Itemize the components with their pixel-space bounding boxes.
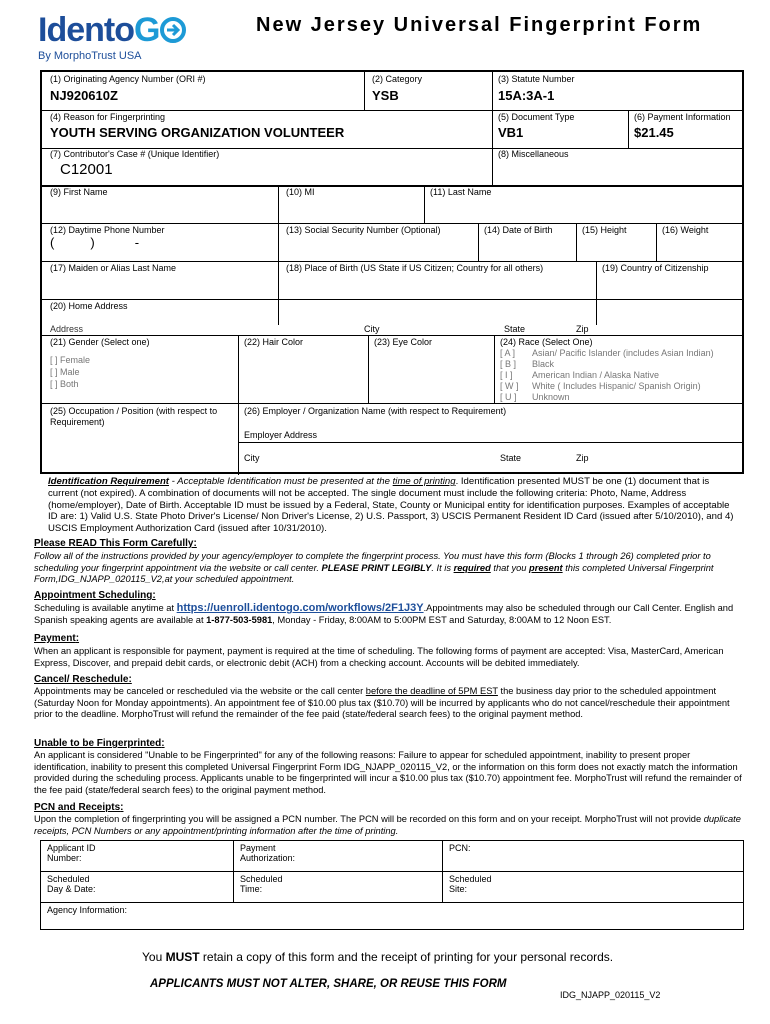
reason-value[interactable]: YOUTH SERVING ORGANIZATION VOLUNTEER <box>50 125 345 140</box>
reason-label: (4) Reason for Fingerprinting <box>50 112 166 122</box>
citizenship-label: (19) Country of Citizenship <box>602 263 709 273</box>
employer-label: (26) Employer / Organization Name (with respect to Requirement) <box>244 406 507 416</box>
occupation-label: (25) Occupation / Position (with respect to Requirement) <box>50 406 218 427</box>
pcn-heading: PCN and Receipts: <box>34 802 124 813</box>
race-label: (24) Race (Select One) <box>500 337 593 347</box>
scheduled-time-cell[interactable]: Scheduled Time: <box>234 872 443 903</box>
form-title: New Jersey Universal Fingerprint Form <box>256 14 703 36</box>
payment-heading: Payment: <box>34 633 80 644</box>
office-use-table <box>40 840 744 930</box>
retain-notice: You MUST retain a copy of this form and the receipt of printing for your personal records. <box>142 950 614 964</box>
call-center-phone: 1-877-503-5981 <box>206 614 273 625</box>
payment-label: (6) Payment Information <box>634 112 731 122</box>
race-name-asian: Asian/ Pacific Islander (includes Asian Indian) <box>532 348 714 358</box>
scheduled-site-cell[interactable]: Scheduled Site: <box>443 872 744 903</box>
statute-value[interactable]: 15A:3A-1 <box>498 88 555 103</box>
doctype-value[interactable]: VB1 <box>498 125 524 140</box>
gender-female-checkbox[interactable]: [ ] Female <box>50 355 91 365</box>
cancel-text: Appointments may be canceled or rescheduled via the website or the call center before the deadline of 5PM EST the business day prior to the scheduled appointment (Saturday Noon for Monday appointments). An appointment fee of $10.00 plus tax ($10.70) will be incurred by applicants who do not cancel/reschedule their appointment prior to the deadline. MorphoTrust will refund the remainder of the fee paid (state/federal search fees) to the original payment method. <box>34 686 730 719</box>
ori-value[interactable]: NJ920610Z <box>50 88 118 103</box>
identogo-logo <box>38 12 218 70</box>
gender-label: (21) Gender (Select one) <box>50 337 150 347</box>
category-value[interactable]: YSB <box>372 88 399 103</box>
gender-both-checkbox[interactable]: [ ] Both <box>50 379 79 389</box>
case-value[interactable]: C12001 <box>60 161 113 178</box>
phone-input[interactable]: ( ) - <box>50 235 140 250</box>
scheduling-link[interactable]: https://uenroll.identogo.com/workflows/2F1J3Y <box>176 602 424 614</box>
employer-address-sublabel: Employer Address <box>244 430 318 440</box>
last-name-label: (11) Last Name <box>430 187 492 197</box>
race-name-native: American Indian / Alaska Native <box>532 370 660 380</box>
height-label: (15) Height <box>582 225 627 235</box>
doctype-label: (5) Document Type <box>498 112 575 122</box>
race-name-white: White ( Includes Hispanic/ Spanish Origin) <box>532 381 701 391</box>
city-sublabel: City <box>364 324 380 334</box>
pob-label: (18) Place of Birth (US State if US Citizen; Country for all others) <box>286 263 544 273</box>
cancel-heading: Cancel/ Reschedule: <box>34 674 132 685</box>
misc-label: (8) Miscellaneous <box>498 149 569 159</box>
unable-heading: Unable to be Fingerprinted: <box>34 738 165 749</box>
unable-text: An applicant is considered "Unable to be Fingerprinted" for any of the following reasons: Failure to appear for scheduled appointment, inability to present proper identification, inability to present this completed Universal Fingerprint Form IDG_NJAPP_020115_V2, or the information on this form does not exactly match the information provided during the scheduling process. Applicants unable to be fingerprinted will incur a $10.00 plus tax ($10.70) appointment fee. MorphoTrust will refund the remainder of the fee paid (state/federal search fees) to the original payment method. <box>34 750 742 795</box>
sched-heading: Appointment Scheduling: <box>34 590 156 601</box>
read-heading: Please READ This Form Carefully: <box>34 538 197 549</box>
ssn-label: (13) Social Security Number (Optional) <box>286 225 441 235</box>
read-text: Follow all of the instructions provided by your agency/employer to complete the fingerprint process. You must have this form (Blocks 1 through 26) completed prior to scheduling your fingerprint appointment via the website or call center. PLEASE PRINT LEGIBLY. It is required that you present this completed Universal Fingerprint Form,IDG_NJAPP_020115_V2,at your scheduled appointment. <box>34 551 714 584</box>
statute-label: (3) Statute Number <box>498 74 575 84</box>
sched-text: Scheduling is available anytime at https://uenroll.identogo.com/workflows/2F1J3Y.Appointments may also be scheduled through our Call Center. English and Spanish speaking agents are available at 1-877-503-5981, Monday - Friday, 8:00AM to 5:00PM EST and Saturday, 8:00AM to 12 Noon EST. <box>34 602 734 625</box>
emp-state-sublabel: State <box>500 453 522 463</box>
maiden-label: (17) Maiden or Alias Last Name <box>50 263 177 273</box>
zip-sublabel: Zip <box>576 324 589 334</box>
fingerprint-form <box>40 70 744 474</box>
race-code-a[interactable]: [ A ] <box>500 348 516 358</box>
first-name-label: (9) First Name <box>50 187 108 197</box>
warning-notice: APPLICANTS MUST NOT ALTER, SHARE, OR REUSE THIS FORM <box>150 978 507 990</box>
payment-auth-cell[interactable]: Payment Authorization: <box>234 841 443 872</box>
form-id: IDG_NJAPP_020115_V2 <box>560 990 661 1000</box>
agency-info-cell[interactable]: Agency Information: <box>41 903 744 930</box>
eye-label: (23) Eye Color <box>374 337 433 347</box>
payment-value[interactable]: $21.45 <box>634 125 674 140</box>
mi-label: (10) MI <box>286 187 315 197</box>
gender-male-checkbox[interactable]: [ ] Male <box>50 367 80 377</box>
home-address-label: (20) Home Address <box>50 301 128 311</box>
hair-label: (22) Hair Color <box>244 337 304 347</box>
scheduled-date-cell[interactable]: Scheduled Day & Date: <box>41 872 234 903</box>
ori-label: (1) Originating Agency Number (ORI #) <box>50 74 206 84</box>
logo-go: G <box>133 11 160 49</box>
applicant-id-cell[interactable]: Applicant ID Number: <box>41 841 234 872</box>
race-name-unknown: Unknown <box>532 392 570 402</box>
race-code-i[interactable]: [ I ] <box>500 370 513 380</box>
logo-text: Idento <box>38 11 134 49</box>
pcn-cell[interactable]: PCN: <box>443 841 744 872</box>
emp-zip-sublabel: Zip <box>576 453 589 463</box>
dob-label: (14) Date of Birth <box>484 225 553 235</box>
case-label: (7) Contributor's Case # (Unique Identifier) <box>50 149 220 159</box>
logo-subtitle: By MorphoTrust USA <box>38 50 142 62</box>
race-code-u[interactable]: [ U ] <box>500 392 517 402</box>
emp-city-sublabel: City <box>244 453 260 463</box>
category-label: (2) Category <box>372 74 423 84</box>
phone-label: (12) Daytime Phone Number <box>50 225 165 235</box>
pcn-text: Upon the completion of fingerprinting you will be assigned a PCN number. The PCN will be recorded on this form and on your receipt. MorphoTrust will not provide duplicate receipts, PCN Numbers or any appointment/printing information after the time of printing. <box>34 814 741 836</box>
payment-text: When an applicant is responsible for payment, payment is required at the time of scheduling. The following forms of payment are accepted: Visa, MasterCard, American Express, Discover, and prepaid debit cards, or electronic debit (ACH) from a checking account. Accounts will be debited immediately. <box>34 646 724 668</box>
race-code-b[interactable]: [ B ] <box>500 359 517 369</box>
id-requirement: Identification Requirement - Acceptable Identification must be presented at the time of printing. Identification presented MUST be one (1) document that is current (not expired). A combination of documents will not be accepted. The single document must include the following criteria: Photo, Name, Address (home/employer), Date of Birth. Acceptable ID must be issued by a Federal, State, County or Municipal entity for identification purposes. Examples of acceptable ID are: 1) Valid U.S. State Photo Driver's License/ Non Driver's License, 2) U.S. Passport, 3) USCIS Permanent Resident ID Card (issued after 5/10/2010), and 4) USCIS Employment Authorization Card (issued after 10/31/2010). <box>48 476 734 535</box>
arrow-circle-icon <box>159 16 187 44</box>
race-code-w[interactable]: [ W ] <box>500 381 519 391</box>
weight-label: (16) Weight <box>662 225 709 235</box>
state-sublabel: State <box>504 324 526 334</box>
address-sublabel: Address <box>50 324 84 334</box>
race-name-black: Black <box>532 359 555 369</box>
